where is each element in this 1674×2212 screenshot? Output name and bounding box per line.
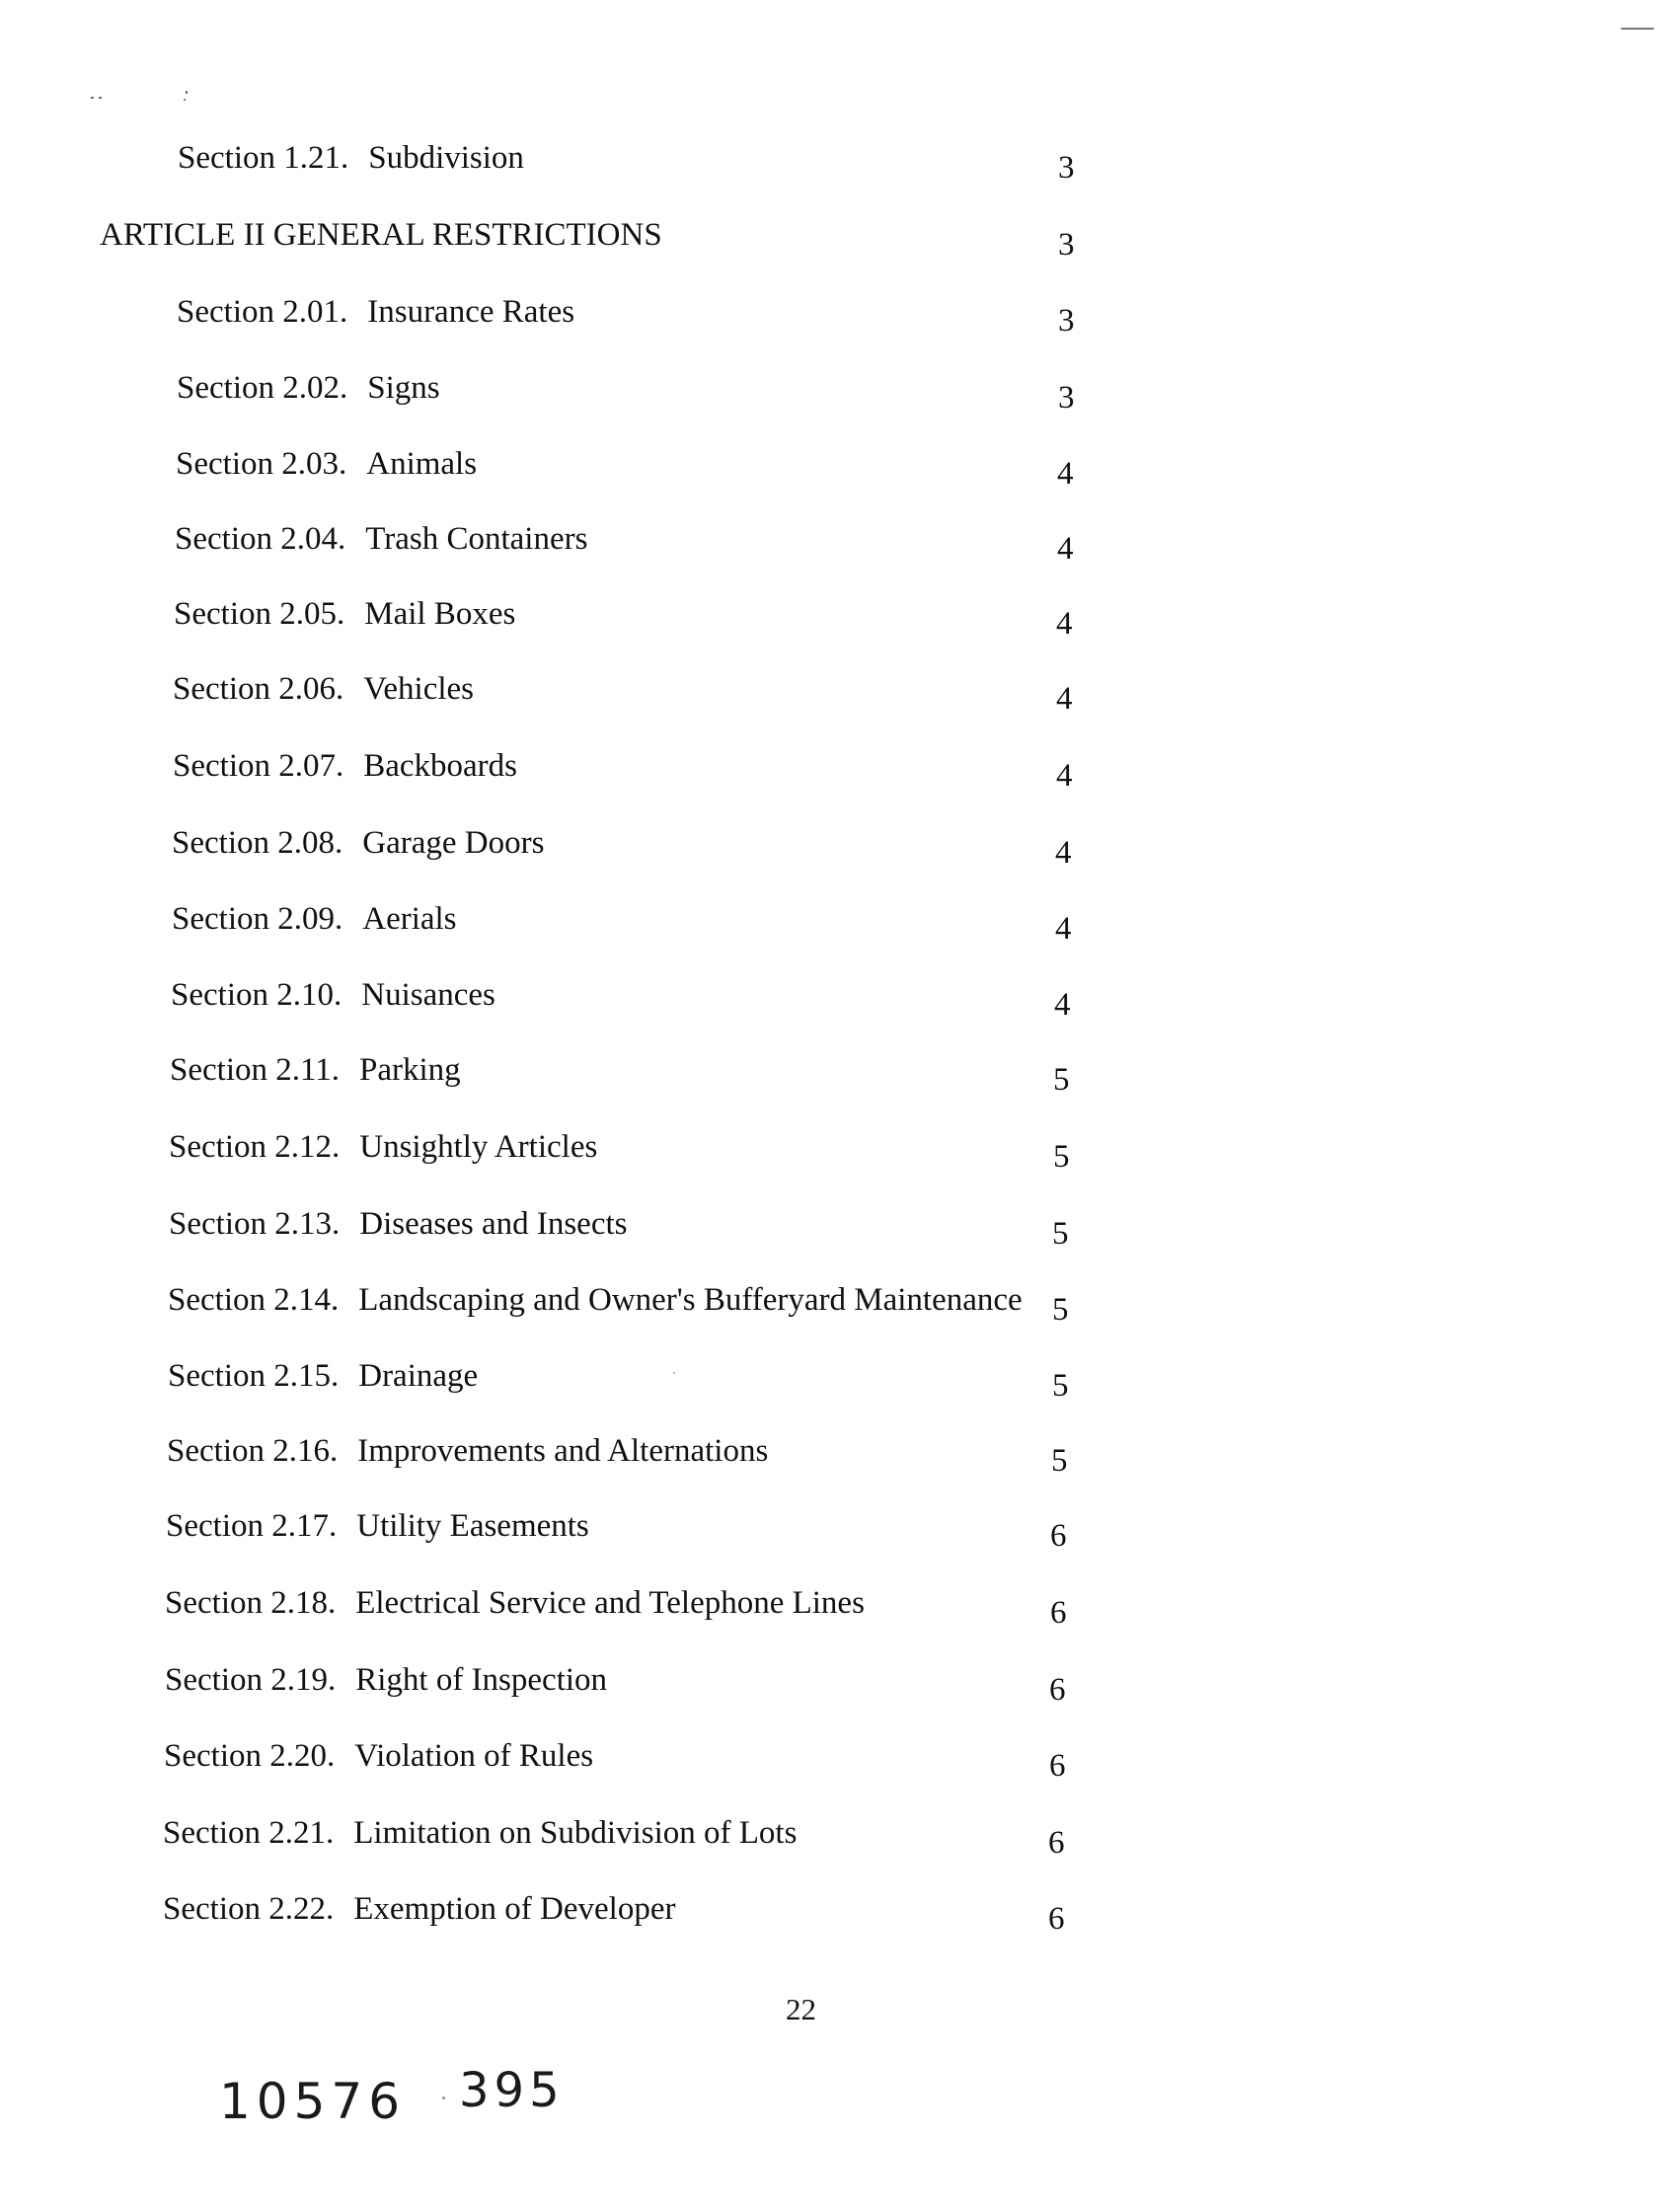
toc-entry-number: Section 2.11. [170,1052,341,1088]
toc-entry-page: 4 [1056,606,1073,642]
toc-entry-page: 6 [1048,1825,1065,1861]
scan-speck [673,1372,675,1374]
toc-entry [171,975,495,1015]
toc-entry-page: 4 [1057,456,1074,492]
toc-entry-number: Section 2.08. [172,825,343,861]
toc-entry-title: Nuisances [361,977,495,1013]
toc-entry-number: Section 2.14. [168,1282,340,1318]
scan-speck [186,91,188,94]
toc-entry-number: Section 2.06. [173,671,344,707]
toc-entry-page: 3 [1058,150,1075,186]
toc-entry-page: 6 [1050,1595,1067,1631]
toc-entry-number: Section 2.21. [163,1815,335,1851]
toc-entry [172,823,544,863]
toc-entry-page: 4 [1055,911,1072,947]
toc-entry-title: Improvements and Alternations [357,1433,769,1469]
toc-entry-title: Trash Containers [365,521,588,557]
toc-entry-number: Section 2.07. [173,748,344,784]
toc-entry-title: Signs [367,370,440,406]
toc-entry [168,1280,1023,1320]
toc-entry-number: Section 2.02. [177,370,348,406]
toc-entry-page: 4 [1057,531,1074,567]
toc-entry-number: Section 2.16. [167,1433,339,1469]
toc-entry [172,899,457,939]
toc-entry-page: 6 [1050,1518,1067,1554]
toc-entry-page: 6 [1048,1901,1065,1937]
toc-entry-page: 6 [1049,1672,1066,1708]
toc-entry-page: 4 [1055,835,1072,871]
recording-page-stamp: 395 [459,2063,565,2118]
toc-entry-title: Insurance Rates [367,294,575,330]
toc-entry [178,138,524,178]
toc-entry-title: Utility Easements [356,1508,589,1544]
toc-entry-title: Violation of Rules [354,1738,594,1774]
toc-entry-title: Backboards [363,748,518,784]
toc-entry-title: Limitation on Subdivision of Lots [353,1815,798,1851]
toc-entry-title: Vehicles [363,671,475,707]
toc-entry-number: Section 2.12. [169,1129,341,1165]
toc-entry-page: 6 [1049,1748,1066,1784]
recording-book-stamp: 10576 [219,2073,407,2130]
toc-entry-page: 4 [1056,681,1073,717]
toc-entry-number: Section 2.03. [176,446,347,482]
toc-entry-number: Section 2.17. [166,1508,338,1544]
toc-entry [175,519,587,559]
toc-entry-number: Section 2.22. [163,1891,335,1927]
toc-entry [167,1431,768,1471]
toc-entry-title: Parking [359,1052,461,1088]
toc-entry [165,1660,607,1700]
toc-entry [169,1127,597,1167]
article-heading: ARTICLE II GENERAL RESTRICTIONS [100,217,662,253]
scan-speck [442,2097,445,2099]
toc-entry [173,669,474,709]
toc-entry-page: 5 [1053,1062,1070,1098]
article-page: 3 [1058,227,1075,263]
toc-entry-page: 4 [1056,758,1073,794]
toc-entry [165,1583,865,1623]
toc-entry-title: Exemption of Developer [353,1891,676,1927]
toc-entry-title: Mail Boxes [364,596,516,632]
toc-entry-number: Section 2.10. [171,977,342,1013]
toc-entry [170,1050,461,1090]
toc-entry-page: 3 [1058,380,1075,416]
toc-entry-page: 3 [1058,303,1075,339]
toc-entry [174,594,515,634]
toc-entry-number: Section 2.15. [168,1358,340,1394]
toc-entry-page: 5 [1051,1443,1068,1479]
toc-entry-title: Animals [366,446,478,482]
toc-entry [164,1736,593,1776]
toc-entry [163,1889,675,1929]
toc-entry [166,1506,589,1546]
scan-speck [1621,28,1654,30]
toc-entry-page: 5 [1052,1292,1069,1328]
page-number: 22 [786,1992,816,2026]
toc-entry-title: Right of Inspection [355,1662,608,1698]
toc-entry-title: Garage Doors [362,825,545,861]
toc-entry-number: Section 2.01. [177,294,348,330]
toc-entry-number: Section 2.20. [164,1738,336,1774]
toc-entry-title: Unsightly Articles [359,1129,598,1165]
toc-entry [169,1204,628,1244]
toc-entry-number: Section 2.18. [165,1585,337,1621]
toc-entry-number: Section 1.21. [178,140,349,176]
toc-entry-number: Section 2.05. [174,596,345,632]
toc-entry-number: Section 2.13. [169,1206,341,1242]
toc-entry-title: Diseases and Insects [359,1206,628,1242]
toc-entry-number: Section 2.04. [175,521,346,557]
scan-speck [99,97,102,99]
scan-speck [184,99,186,101]
toc-entry [177,368,440,408]
toc-entry-title: Electrical Service and Telephone Lines [355,1585,865,1621]
scan-speck [91,97,94,99]
toc-entry-page: 4 [1054,987,1071,1023]
toc-entry-page: 5 [1052,1368,1069,1404]
toc-entry-title: Aerials [362,901,457,937]
toc-entry [173,746,517,786]
toc-entry [177,292,574,332]
toc-entry-title: Subdivision [368,140,524,176]
toc-entry-title: Landscaping and Owner's Bufferyard Maintenance [358,1282,1023,1318]
toc-entry [163,1813,797,1853]
toc-entry-title: Drainage [358,1358,479,1394]
toc-entry-page: 5 [1052,1216,1069,1252]
toc-entry-number: Section 2.19. [165,1662,337,1698]
toc-entry [168,1356,478,1396]
toc-entry-page: 5 [1053,1139,1070,1175]
toc-entry [176,444,477,484]
toc-entry-number: Section 2.09. [172,901,343,937]
